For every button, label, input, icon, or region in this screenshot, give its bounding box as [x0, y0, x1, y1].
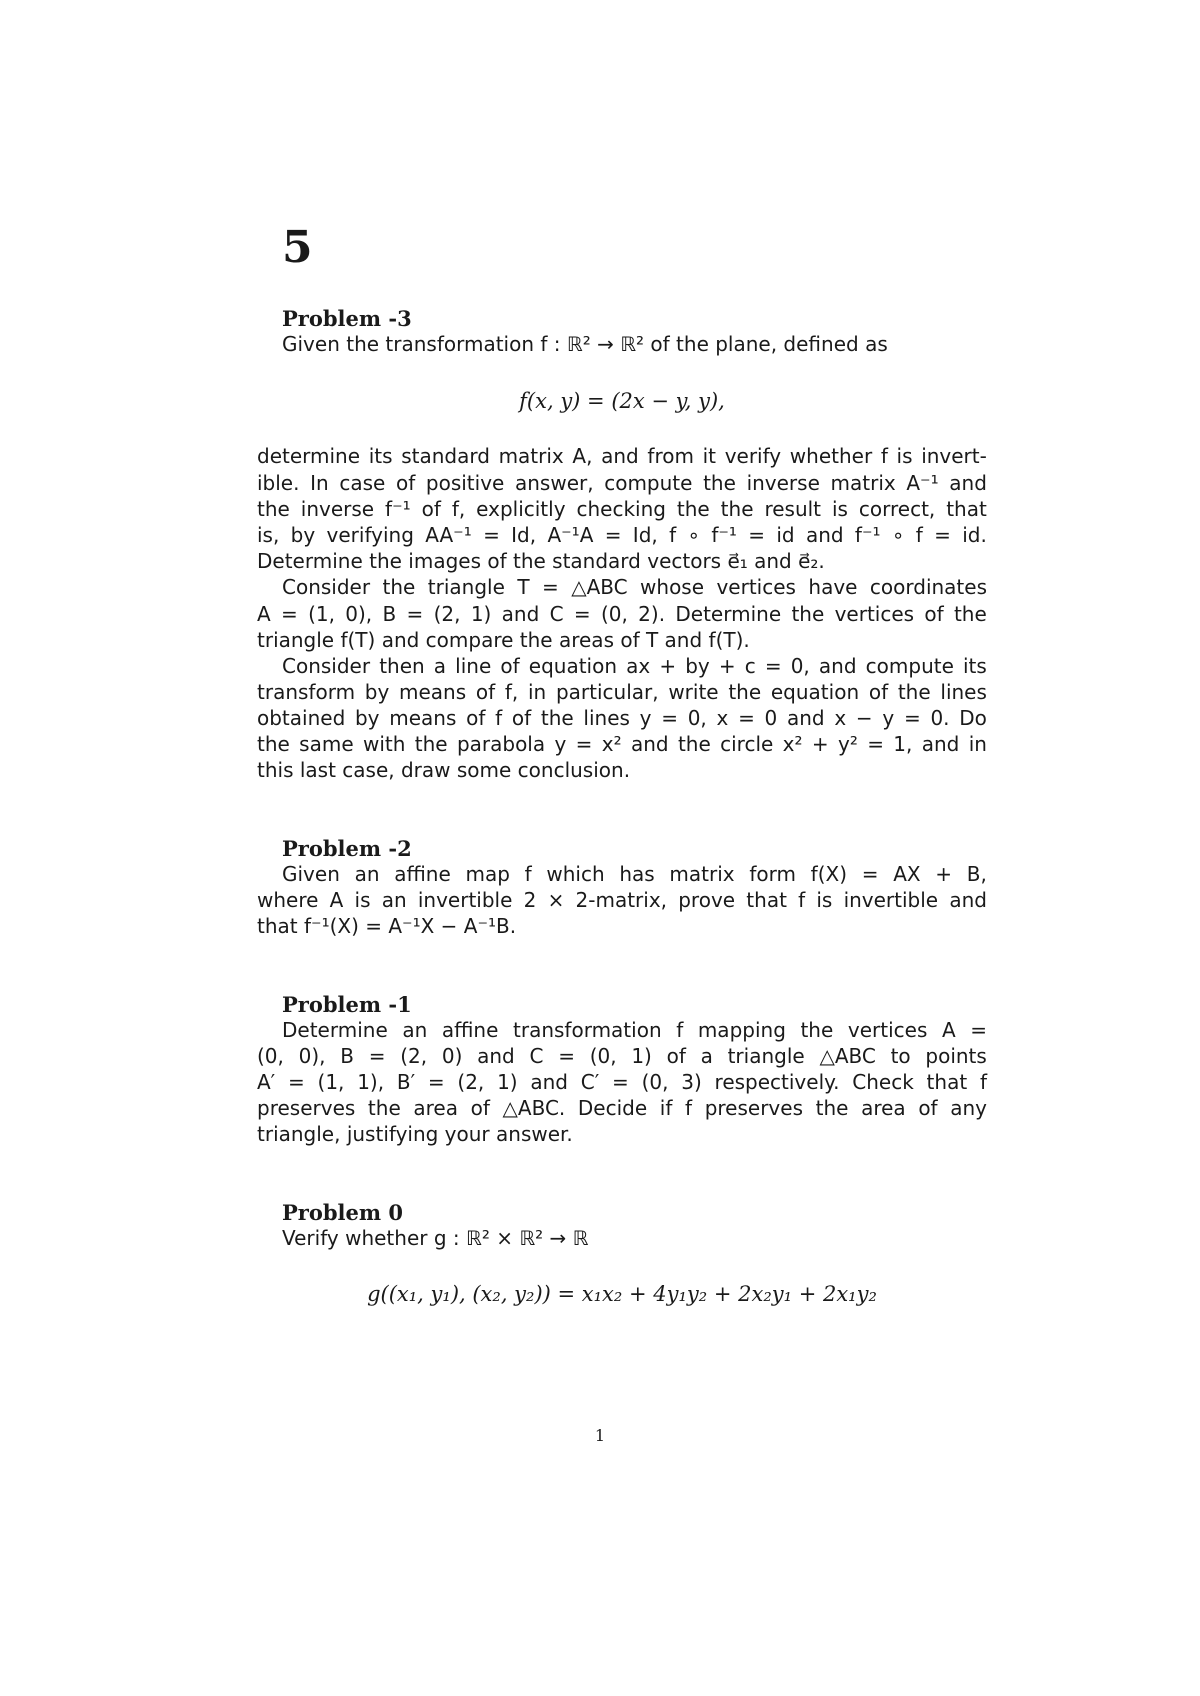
problem-heading: Problem -2: [282, 836, 412, 861]
text-line: (0, 0), B = (2, 0) and C = (0, 1) of a triangle △ABC to points: [257, 1044, 987, 1068]
text-line: A = (1, 0), B = (2, 1) and C = (0, 2). Determine the vertices of the: [257, 602, 987, 626]
text-line: ible. In case of positive answer, compute the inverse matrix A⁻¹ and: [257, 471, 987, 495]
text-line: triangle, justifying your answer.: [257, 1122, 573, 1146]
problem-heading: Problem 0: [282, 1200, 404, 1225]
problem-heading: Problem -1: [282, 992, 412, 1017]
text-line: preserves the area of △ABC. Decide if f preserves the area of any: [257, 1096, 987, 1120]
text-line: triangle f(T) and compare the areas of T and f(T).: [257, 628, 750, 652]
text-line: Consider then a line of equation ax + by + c = 0, and compute its: [282, 654, 987, 678]
text-line: the same with the parabola y = x² and the circle x² + y² = 1, and in: [257, 732, 987, 756]
text-line: obtained by means of f of the lines y = 0, x = 0 and x − y = 0. Do: [257, 706, 987, 730]
text-line: where A is an invertible 2 × 2-matrix, prove that f is invertible and: [257, 888, 987, 912]
text-line: Verify whether g : ℝ² × ℝ² → ℝ: [282, 1226, 589, 1250]
equation: f(x, y) = (2x − y, y),: [519, 389, 725, 413]
text-line: A′ = (1, 1), B′ = (2, 1) and C′ = (0, 3) respectively. Check that f: [257, 1070, 987, 1094]
equation: g((x₁, y₁), (x₂, y₂)) = x₁x₂ + 4y₁y₂ + 2x₂y₁ + 2x₁y₂: [367, 1282, 877, 1306]
text-line: the inverse f⁻¹ of f, explicitly checking the the result is correct, that: [257, 497, 987, 521]
page-number: 1: [594, 1426, 606, 1445]
chapter-number: 5: [282, 222, 313, 273]
text-line: determine its standard matrix A, and from it verify whether f is invert-: [257, 444, 987, 468]
text-line: Consider the triangle T = △ABC whose vertices have coordinates: [282, 575, 987, 599]
text-line: transform by means of f, in particular, write the equation of the lines: [257, 680, 987, 704]
text-line: this last case, draw some conclusion.: [257, 758, 631, 782]
text-line: Determine the images of the standard vectors e⃗₁ and e⃗₂.: [257, 549, 825, 573]
problem-heading: Problem -3: [282, 306, 412, 331]
text-line: Given an affine map f which has matrix form f(X) = AX + B,: [282, 862, 987, 886]
text-line: that f⁻¹(X) = A⁻¹X − A⁻¹B.: [257, 914, 517, 938]
text-line: is, by verifying AA⁻¹ = Id, A⁻¹A = Id, f ∘ f⁻¹ = id and f⁻¹ ∘ f = id.: [257, 523, 987, 547]
text-line: Given the transformation f : ℝ² → ℝ² of the plane, defined as: [282, 332, 888, 356]
text-line: Determine an affine transformation f mapping the vertices A =: [282, 1018, 987, 1042]
